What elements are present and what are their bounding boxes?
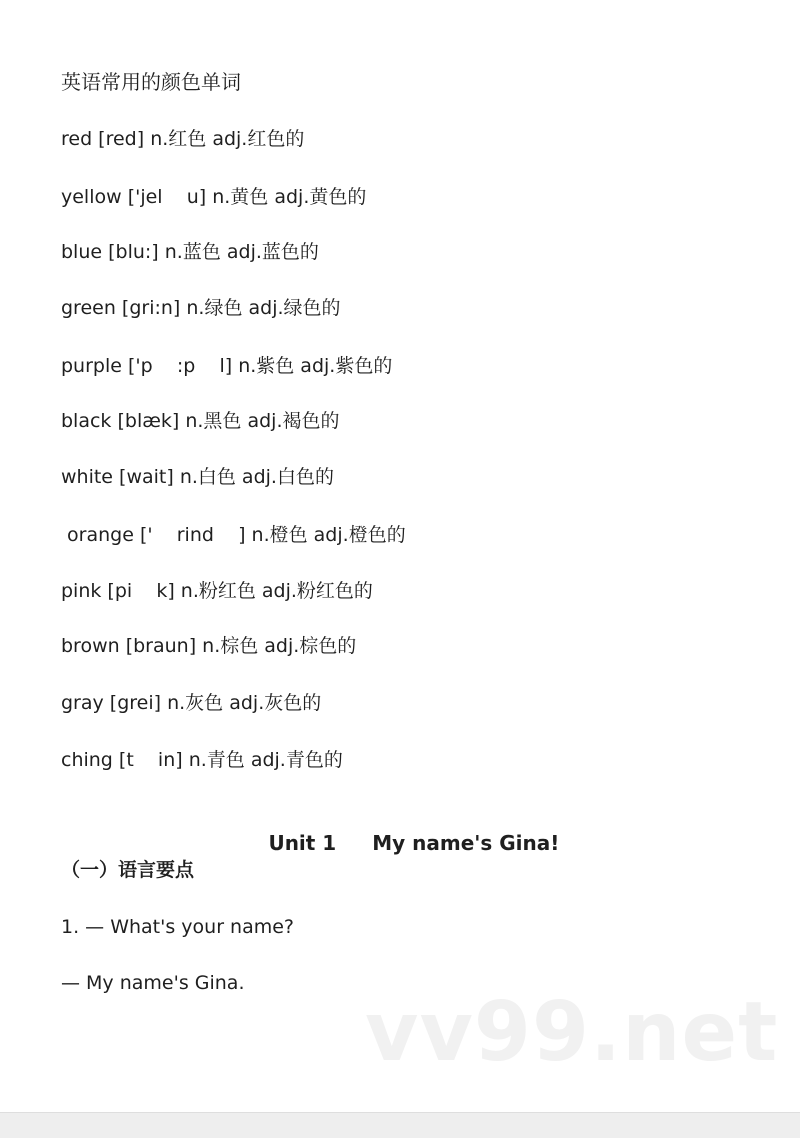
page-heading: 英语常用的颜色单词 bbox=[61, 70, 241, 94]
dialogue-question: 1. — What's your name? bbox=[61, 916, 295, 938]
color-word-red: red [red] n.红色 adj.红色的 bbox=[61, 128, 305, 150]
section-heading: （一）语言要点 bbox=[61, 859, 195, 881]
color-word-green: green [gri:n] n.绿色 adj.绿色的 bbox=[61, 297, 341, 319]
color-word-purple: purple ['p :p l] n.紫色 adj.紫色的 bbox=[61, 355, 393, 377]
color-word-blue: blue [blu:] n.蓝色 adj.蓝色的 bbox=[61, 241, 319, 263]
unit-label: Unit 1 bbox=[268, 831, 337, 855]
dialogue-answer: — My name's Gina. bbox=[61, 972, 245, 994]
page-bottom-border bbox=[0, 1112, 800, 1138]
color-word-pink: pink [pi k] n.粉红色 adj.粉红色的 bbox=[61, 580, 373, 602]
color-word-ching: ching [t in] n.青色 adj.青色的 bbox=[61, 749, 343, 771]
color-word-brown: brown [braun] n.棕色 adj.棕色的 bbox=[61, 635, 357, 657]
color-word-gray: gray [grei] n.灰色 adj.灰色的 bbox=[61, 692, 322, 714]
unit-name: My name's Gina! bbox=[372, 831, 560, 855]
color-word-black: black [blæk] n.黑色 adj.褐色的 bbox=[61, 410, 340, 432]
color-word-white: white [wait] n.白色 adj.白色的 bbox=[61, 466, 334, 488]
watermark-logo: vv99.net bbox=[365, 985, 779, 1080]
color-word-orange: orange [' rind ] n.橙色 adj.橙色的 bbox=[61, 524, 406, 546]
color-word-yellow: yellow ['jel u] n.黄色 adj.黄色的 bbox=[61, 186, 367, 208]
